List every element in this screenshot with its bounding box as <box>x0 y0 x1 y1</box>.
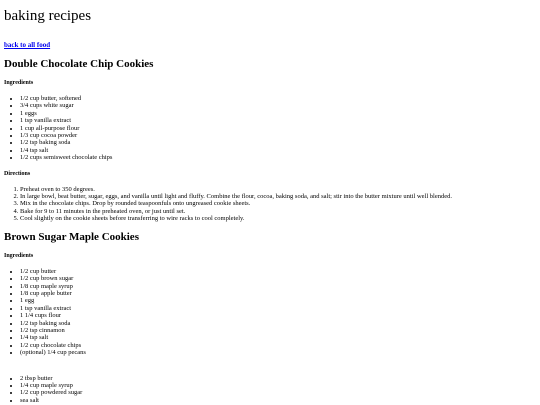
ingredient-item: • 1/4 tsp salt <box>20 147 536 154</box>
direction-step: 4. Bake for 9 to 11 minutes in the preheated oven, or just until set. <box>20 208 536 215</box>
page-content <box>0 8 540 404</box>
ingredients-list <box>4 95 536 162</box>
ingredient-item: • 1/4 tsp salt <box>20 334 536 341</box>
ingredient-item: • 1/8 cup maple syrup <box>20 283 536 290</box>
direction-step: 3. Mix in the chocolate chips. Drop by rounded teaspoonfuls onto ungreased cookie sheets. <box>20 200 536 207</box>
directions-heading: Directions <box>4 170 31 177</box>
frosting-ingredients-list <box>4 375 536 405</box>
ingredient-item: • 1 tsp vanilla extract <box>20 117 536 124</box>
ingredient-item: • 1/4 cup maple syrup <box>20 382 536 389</box>
ingredient-item: • 1/2 tsp baking soda <box>20 320 536 327</box>
ingredient-item: • 2 tbsp butter <box>20 375 536 382</box>
ingredient-item: • 1/2 tsp baking soda <box>20 139 536 146</box>
ingredient-item: • 1 1/4 cups flour <box>20 312 536 319</box>
directions-list <box>4 186 536 223</box>
ingredient-item: • sea salt <box>20 397 536 404</box>
ingredient-item: • 1/2 tsp cinnamon <box>20 327 536 334</box>
ingredient-item: • 1/2 cups semisweet chocolate chips <box>20 154 536 161</box>
ingredients-heading: Ingredients <box>4 80 34 86</box>
ingredient-item: • 1/3 cup cocoa powder <box>20 132 536 139</box>
ingredient-item: • 1/8 cup apple butter <box>20 290 536 297</box>
page-title: baking recipes <box>4 8 92 24</box>
recipe-double-chocolate-chip-cookies <box>4 58 536 223</box>
ingredients-heading: Ingredients <box>4 252 34 259</box>
ingredient-item: • 1/2 cup butter <box>20 268 536 275</box>
recipe-brown-sugar-maple-cookies <box>4 231 536 405</box>
ingredient-item: • 1/2 cup powdered sugar <box>20 389 536 396</box>
ingredient-item: • 1 cup all-purpose flour <box>20 125 536 132</box>
direction-step: 1. Preheat oven to 350 degrees. <box>20 186 536 193</box>
direction-step: 2. In large bowl, beat butter, sugar, eggs, and vanilla until light and fluffy. Combine the flour, cocoa, baking soda, and salt; stir into the butter mixture until well blended. <box>20 193 536 200</box>
ingredient-item: • 3/4 cups white sugar <box>20 102 536 109</box>
ingredient-item: • 1/2 cup brown sugar <box>20 275 536 282</box>
ingredients-list <box>4 268 536 357</box>
back-to-all-food-link[interactable]: back to all food <box>4 41 51 49</box>
ingredient-item: • 1 egg <box>20 297 536 304</box>
ingredient-item: • (optional) 1/4 cup pecans <box>20 349 536 356</box>
recipe-title: Double Chocolate Chip Cookies <box>4 58 154 70</box>
recipe-title: Brown Sugar Maple Cookies <box>4 230 139 243</box>
ingredient-item: • 1/2 cup butter, softened <box>20 95 536 102</box>
ingredient-item: • 1 eggs <box>20 110 536 117</box>
direction-step: 5. Cool slightly on the cookie sheets before transferring to wire racks to cool completely. <box>20 215 536 222</box>
ingredient-item: • 1/2 cup chocolate chips <box>20 342 536 349</box>
ingredient-item: • 1 tsp vanilla extract <box>20 305 536 312</box>
